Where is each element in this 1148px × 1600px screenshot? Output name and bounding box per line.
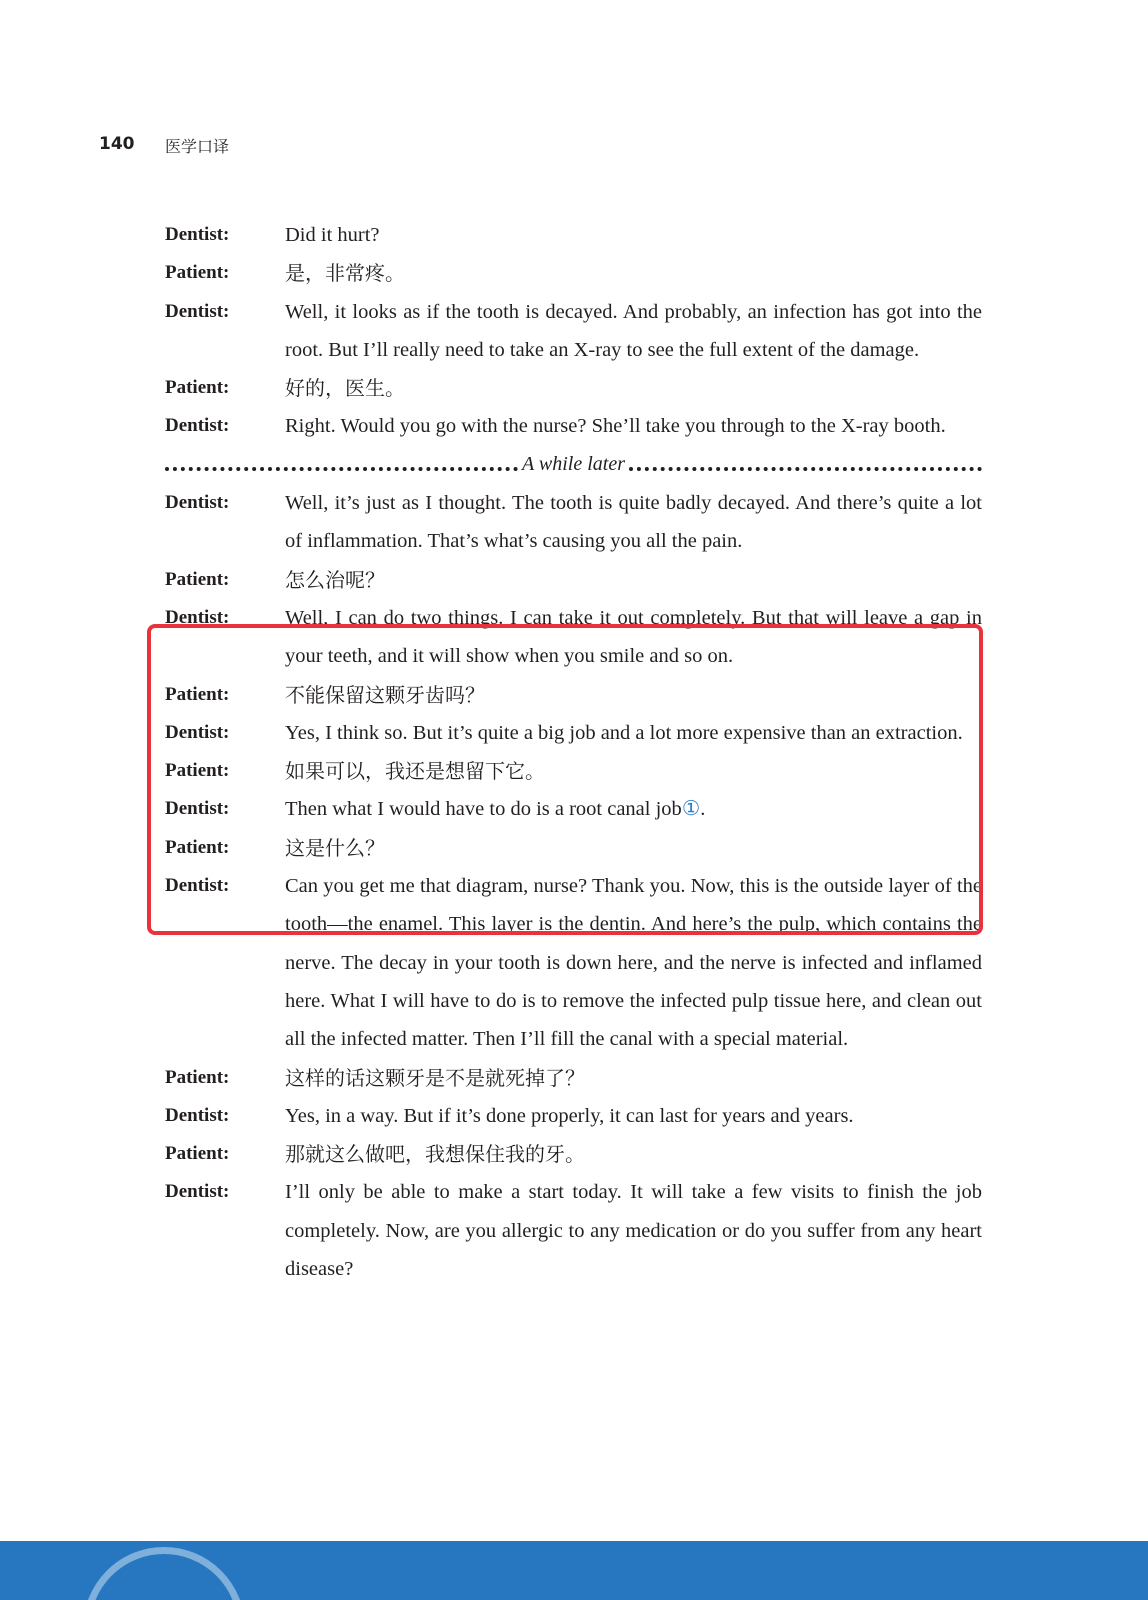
utterance-text: Yes, in a way. But if it’s done properly, it can last for years and years. — [285, 1104, 854, 1127]
dialogue-line — [165, 369, 982, 407]
footer-circle-decoration — [83, 1547, 245, 1600]
utterance-main-text: Then what I would have to do is a root canal job — [285, 798, 682, 821]
separator-dots-right — [629, 467, 982, 471]
utterance-text: 如果可以，我还是想留下它。 — [285, 759, 545, 784]
speaker-label: Dentist: — [165, 415, 230, 437]
speaker-label: Dentist: — [165, 300, 230, 322]
speaker-label: Patient: — [165, 568, 230, 590]
dialogue-line — [165, 1173, 982, 1288]
speaker-label: Dentist: — [165, 606, 230, 628]
dialogue-line — [165, 216, 982, 254]
scene-separator — [165, 446, 982, 484]
footer-band — [0, 1541, 1148, 1600]
speaker-label: Dentist: — [165, 1104, 230, 1126]
dialogue-line — [165, 1135, 982, 1173]
utterance-text: 好的，医生。 — [285, 376, 405, 401]
speaker-label: Patient: — [165, 262, 230, 284]
speaker-label: Patient: — [165, 683, 230, 705]
speaker-label: Patient: — [165, 1066, 230, 1088]
dialogue-line — [165, 1059, 982, 1097]
page-number: 140 — [99, 134, 135, 154]
book-title: 医学口译 — [165, 137, 230, 156]
speaker-label: Dentist: — [165, 798, 230, 820]
dialogue-part-before — [165, 216, 982, 446]
utterance-text: Yes, I think so. But it’s quite a big job and a lot more expensive than an extraction. — [285, 721, 963, 744]
speaker-label: Dentist: — [165, 721, 230, 743]
dialogue-line — [165, 484, 982, 561]
utterance-text: Well, it looks as if the tooth is decayed. And probably, an infection has got into the root. But I’ll really need to take an X-ray to see the full extent of the damage. — [285, 300, 982, 361]
speaker-label: Dentist: — [165, 1181, 230, 1203]
utterance-suffix: . — [700, 798, 706, 821]
dialogue-line — [165, 1097, 982, 1135]
speaker-label: Patient: — [165, 1143, 230, 1165]
dialogue-line — [165, 293, 982, 370]
speaker-label: Dentist: — [165, 224, 230, 245]
utterance-text: I’ll only be able to make a start today. It will take a few visits to finish the job completely. Now, are you allergic to any medication or do you suffer from any heart disease? — [285, 1181, 982, 1281]
utterance-text: 这是什么？ — [285, 835, 385, 860]
dialogue-line — [165, 561, 982, 599]
speaker-label: Patient: — [165, 377, 230, 399]
speaker-label: Dentist: — [165, 492, 230, 514]
speaker-label: Patient: — [165, 836, 230, 858]
utterance-text: 不能保留这颗牙齿吗？ — [285, 682, 485, 707]
separator-label: A while later — [522, 453, 625, 476]
footnote-marker[interactable]: ① — [681, 798, 701, 821]
speaker-label: Dentist: — [165, 875, 230, 897]
highlight-box — [147, 624, 983, 935]
utterance-text: Can you get me that diagram, nurse? Thank you. Now, this is the outside layer of the tooth—the enamel. This layer is the dentin. And here’s the pulp, which contains the nerve. The decay in your tooth is down here, and the nerve is infected and inflamed here. What I will have to do is to remove the infected pulp tissue here, and clean out all the infected matter. Then I’ll fill the canal with a special material. — [285, 875, 982, 1051]
utterance-text: 是，非常疼。 — [285, 261, 405, 286]
utterance-text: Well, I can do two things. I can take it out completely. But that will leave a gap in your teeth, and it will show when you smile and so on. — [285, 606, 982, 668]
dialogue-line — [165, 407, 982, 445]
dialogue-line — [165, 254, 982, 292]
utterance-text: Right. Would you go with the nurse? She’ll take you through to the X-ray booth. — [285, 415, 946, 438]
utterance-text: Did it hurt? — [285, 224, 380, 246]
utterance-text: 这样的话这颗牙是不是就死掉了？ — [285, 1065, 585, 1090]
separator-dots-left — [165, 467, 518, 471]
utterance-text: 怎么治呢？ — [285, 567, 385, 592]
utterance-text: 那就这么做吧，我想保住我的牙。 — [285, 1142, 585, 1167]
speaker-label: Patient: — [165, 760, 230, 782]
utterance-text: Well, it’s just as I thought. The tooth is quite badly decayed. And there’s quite a lot of inflammation. That’s what’s causing you all the pain. — [285, 492, 982, 553]
